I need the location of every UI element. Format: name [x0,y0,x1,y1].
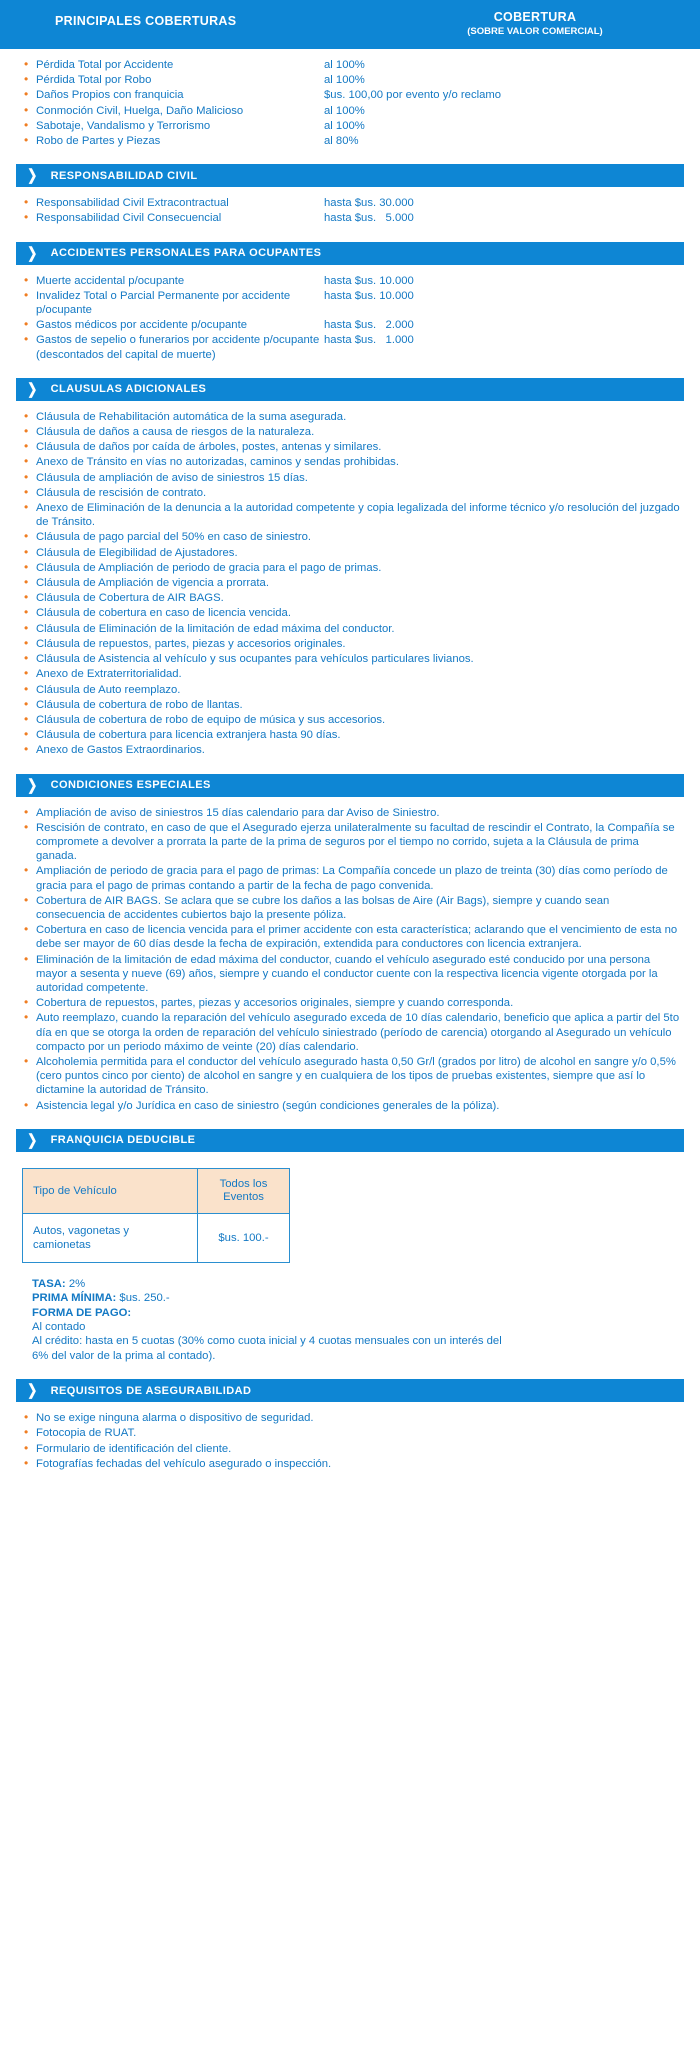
main-coverages-list [0,49,700,148]
coverage-label: • Responsabilidad Civil Consecuencial [36,212,222,225]
section-accidentes-personales-para-ocupantes [0,242,700,362]
section-title: ACCIDENTES PERSONALES PARA OCUPANTES [50,247,322,260]
clausula-item: • Anexo de Eliminación de la denuncia a la autoridad competente y copia legalizada del informe técnico y/o resolución del juzgado de Tránsito. [22,501,680,529]
coverage-row [22,333,684,361]
condicion-item: • Ampliación de periodo de gracia para el pago de primas: La Compañía concede un plazo de treinta (30) días como período de gracia para el pago de primas contando a partir de la fecha de pago convenida. [22,864,680,892]
coverage-value: hasta $us. 1.000 [324,334,414,347]
clausula-item: • Cláusula de Asistencia al vehículo y sus ocupantes para vehículos particulares livianos. [22,652,680,666]
clausula-item: • Cláusula de pago parcial del 50% en caso de siniestro. [22,530,680,544]
clausula-item: • Cláusula de Rehabilitación automática de la suma asegurada. [22,410,680,424]
franquicia-table [22,1168,290,1263]
clausula-item: • Cláusula de Ampliación de periodo de gracia para el pago de primas. [22,561,680,575]
condiciones-especiales-list [0,797,700,1113]
condicion-item: • Cobertura de repuestos, partes, piezas y accesorios originales, siempre y cuando corresponda. [22,996,680,1010]
coverage-value: hasta $us. 5.000 [324,212,414,225]
clausula-item: • Cláusula de Auto reemplazo. [22,683,680,697]
valued-sections [0,164,700,362]
section-bar-requisitos-asegurabilidad [16,1379,684,1402]
condicion-item: • Eliminación de la limitación de edad máxima del conductor, cuando el vehículo asegurado esté conducido por una persona mayor a sesenta y nueve (69) años, siempre y cuando el conductor cuente con la respectiva licencia vigente otorgada por la autoridad competente. [22,953,680,996]
condicion-item: • Rescisión de contrato, en caso de que el Asegurado ejerza unilateralmente su facultad de rescindir el Contrato, la Compañía se compromete a devolver a prorrata la parte de la prima de seguros por el tiempo no corrido, sujeta a la Cláusula de prima ganada. [22,821,680,864]
franquicia-col-tipo-vehiculo: Tipo de Vehículo [23,1168,198,1213]
coverage-label: • Invalidez Total o Parcial Permanente por accidente p/ocupante [36,289,291,317]
clausula-item: • Cláusula de Ampliación de vigencia a prorrata. [22,576,680,590]
section-title: CONDICIONES ESPECIALES [50,779,211,792]
coverage-table-header [0,0,700,49]
chevron-right-icon: ❯ [27,380,38,398]
coverage-row [22,274,684,288]
franquicia-amount: $us. 100.- [198,1213,290,1262]
franquicia-col-todos-los-eventos: Todos los Eventos [198,1168,290,1213]
coverage-value: al 100% [324,104,365,117]
clausula-item: • Cláusula de Cobertura de AIR BAGS. [22,591,680,605]
header-principales-coberturas: PRINCIPALES COBERTURAS [55,14,237,28]
section-rows [0,187,700,225]
coverage-row [22,104,684,118]
coverage-row [22,211,684,225]
coverage-label: • Pérdida Total por Robo [36,74,152,87]
clausula-item: • Cláusula de cobertura de robo de llantas. [22,698,680,712]
header-cobertura-title: COBERTURA [493,10,577,24]
coverage-label: • Robo de Partes y Piezas [36,135,161,148]
coverage-row [22,289,684,317]
coverage-row [22,119,684,133]
chevron-right-icon: ❯ [27,1131,38,1149]
section-title: FRANQUICIA DEDUCIBLE [50,1134,196,1147]
clausula-item: • Anexo de Gastos Extraordinarios. [22,743,680,757]
condiciones-items [22,806,680,1113]
coverage-value: al 100% [324,119,365,132]
condicion-item: • Alcoholemia permitida para el conductor del vehículo asegurado hasta 0,50 Gr/l (grados por litro) de alcohol en sangre y/o 0,5% (cero puntos cinco por ciento) de alcohol en sangre y en cualquiera de los tipos de pruebas existentes, siempre que así lo dictamine la autoridad de Tránsito. [22,1055,680,1098]
coverage-label: • Gastos médicos por accidente p/ocupante [36,319,248,332]
coverage-label: • Conmoción Civil, Huelga, Daño Malicioso [36,104,244,117]
forma-de-pago-contado: Al contado [32,1321,86,1333]
rates-block [32,1277,502,1363]
requisito-item: • Fotocopia de RUAT. [22,1426,680,1440]
chevron-right-icon: ❯ [27,244,38,262]
chevron-right-icon: ❯ [27,167,38,185]
clausula-item: • Cláusula de ampliación de aviso de siniestros 15 días. [22,471,680,485]
chevron-right-icon: ❯ [27,776,38,794]
clausula-item: • Cláusula de cobertura de robo de equipo de música y sus accesorios. [22,713,680,727]
coverage-value: al 100% [324,59,365,71]
clausula-item: • Cláusula de Elegibilidad de Ajustadores. [22,546,680,560]
coverage-row [22,134,684,148]
section-bar-condiciones-especiales [16,774,684,797]
section-title: CLAUSULAS ADICIONALES [50,383,207,396]
condicion-item: • Cobertura en caso de licencia vencida para el primer accidente con esta característica; aclarando que el vencimiento de esta no debe ser mayor de 60 días desde la fecha de expiración, extendida para conductores con licencia extranjera. [22,923,680,951]
coverage-row [22,196,684,210]
condicion-item: • Asistencia legal y/o Jurídica en caso de siniestro (según condiciones generales de la póliza). [22,1099,680,1113]
forma-de-pago-credito: Al crédito: hasta en 5 cuotas (30% como cuota inicial y 4 cuotas mensuales con un interés del 6% del valor de la prima al contado). [32,1335,502,1362]
coverage-label: • Pérdida Total por Accidente [36,59,174,71]
clausula-item: • Anexo de Tránsito en vías no autorizadas, caminos y sendas prohibidas. [22,455,680,469]
section-clausulas-adicionales [0,378,700,758]
requisitos-items [22,1411,680,1471]
franquicia-table-body [23,1213,290,1262]
section-condiciones-especiales [0,774,700,1113]
section-rows [0,265,700,362]
clausula-item: • Cláusula de repuestos, partes, piezas y accesorios originales. [22,637,680,651]
coverage-value: $us. 100,00 por evento y/o reclamo [324,89,502,102]
coverage-row [22,73,684,87]
franquicia-table-head [23,1168,290,1213]
coverage-row [22,58,684,72]
forma-de-pago-label-text: FORMA DE PAGO: [32,1306,132,1319]
coverage-value: hasta $us. 10.000 [324,289,414,302]
coverage-label: • Gastos de sepelio o funerarios por accidente p/ocupante (descontados del capital de muerte) [36,334,320,361]
section-bar-clausulas-adicionales [16,378,684,401]
section-responsabilidad-civil [0,164,700,225]
franquicia-header-row [23,1168,290,1213]
prima-minima-line [32,1291,502,1305]
tasa-line [32,1277,502,1291]
requisitos-list [0,1402,700,1471]
section-items [22,274,684,362]
coverage-value: hasta $us. 2.000 [324,319,414,332]
condicion-item: • Ampliación de aviso de siniestros 15 días calendario para dar Aviso de Siniestro. [22,806,680,820]
prima-minima-label: PRIMA MÍNIMA: [32,1292,117,1305]
section-franquicia-deducible [0,1129,700,1363]
section-bar [16,242,684,265]
section-title: REQUISITOS DE ASEGURABILIDAD [50,1384,252,1397]
franquicia-row [23,1213,290,1262]
coverage-label: • Muerte accidental p/ocupante [36,274,185,287]
clausula-item: • Cláusula de cobertura para licencia extranjera hasta 90 días. [22,728,680,742]
clausula-item: • Cláusula de cobertura en caso de licencia vencida. [22,606,680,620]
requisito-item: • Formulario de identificación del cliente. [22,1442,680,1456]
section-title: RESPONSABILIDAD CIVIL [50,169,198,182]
clausula-item: • Cláusula de daños a causa de riesgos de la naturaleza. [22,425,680,439]
tasa-label: TASA: [32,1277,66,1290]
coverage-label: • Sabotaje, Vandalismo y Terrorismo [36,119,211,132]
coverage-row [22,318,684,332]
condicion-item: • Cobertura de AIR BAGS. Se aclara que se cubre los daños a las bolsas de Aire (Air Bags), siempre y cuando sean consecuencia de accidentes cubiertos bajo la presente póliza. [22,894,680,922]
clausula-item: • Cláusula de daños por caída de árboles, postes, antenas y similares. [22,440,680,454]
clausula-item: • Anexo de Extraterritorialidad. [22,667,680,681]
coverage-value: al 100% [324,74,365,87]
header-cobertura-subtitle: (SOBRE VALOR COMERCIAL) [467,26,603,37]
coverage-label: • Responsabilidad Civil Extracontractual [36,197,229,210]
clausula-item: • Cláusula de rescisión de contrato. [22,486,680,500]
requisito-item: • Fotografías fechadas del vehículo asegurado o inspección. [22,1457,680,1471]
clausula-item: • Cláusula de Eliminación de la limitación de edad máxima del conductor. [22,622,680,636]
coverage-label: • Daños Propios con franquicia [36,89,184,102]
chevron-right-icon: ❯ [27,1382,38,1400]
bottom-spacer [0,1472,700,1500]
prima-minima-value: $us. 250.- [116,1292,170,1305]
clausulas-items [22,410,680,758]
section-items [22,196,684,225]
section-bar-franquicia-deducible [16,1129,684,1152]
coverage-value: hasta $us. 10.000 [324,274,414,287]
section-requisitos-asegurabilidad [0,1379,700,1471]
forma-de-pago-label [32,1306,502,1320]
header-cobertura [390,10,700,37]
coverage-row [22,88,684,102]
section-bar [16,164,684,187]
coverage-value: al 80% [324,135,359,148]
coverage-value: hasta $us. 30.000 [324,197,414,210]
condicion-item: • Auto reemplazo, cuando la reparación del vehículo asegurado exceda de 10 días calendario, beneficio que aplica a partir del 5to día en que se otorga la orden de reparación del vehículo siniestrado (período de carencia) otorgando al Asegurado un vehículo compacto por un periodo máximo de veinte (20) días calendario. [22,1011,680,1054]
main-coverages-items [22,58,684,148]
clausulas-adicionales-list [0,401,700,758]
tasa-value: 2% [65,1277,86,1290]
requisito-item: • No se exige ninguna alarma o dispositivo de seguridad. [22,1411,680,1425]
franquicia-vehicle-type: Autos, vagonetas y camionetas [23,1213,198,1262]
